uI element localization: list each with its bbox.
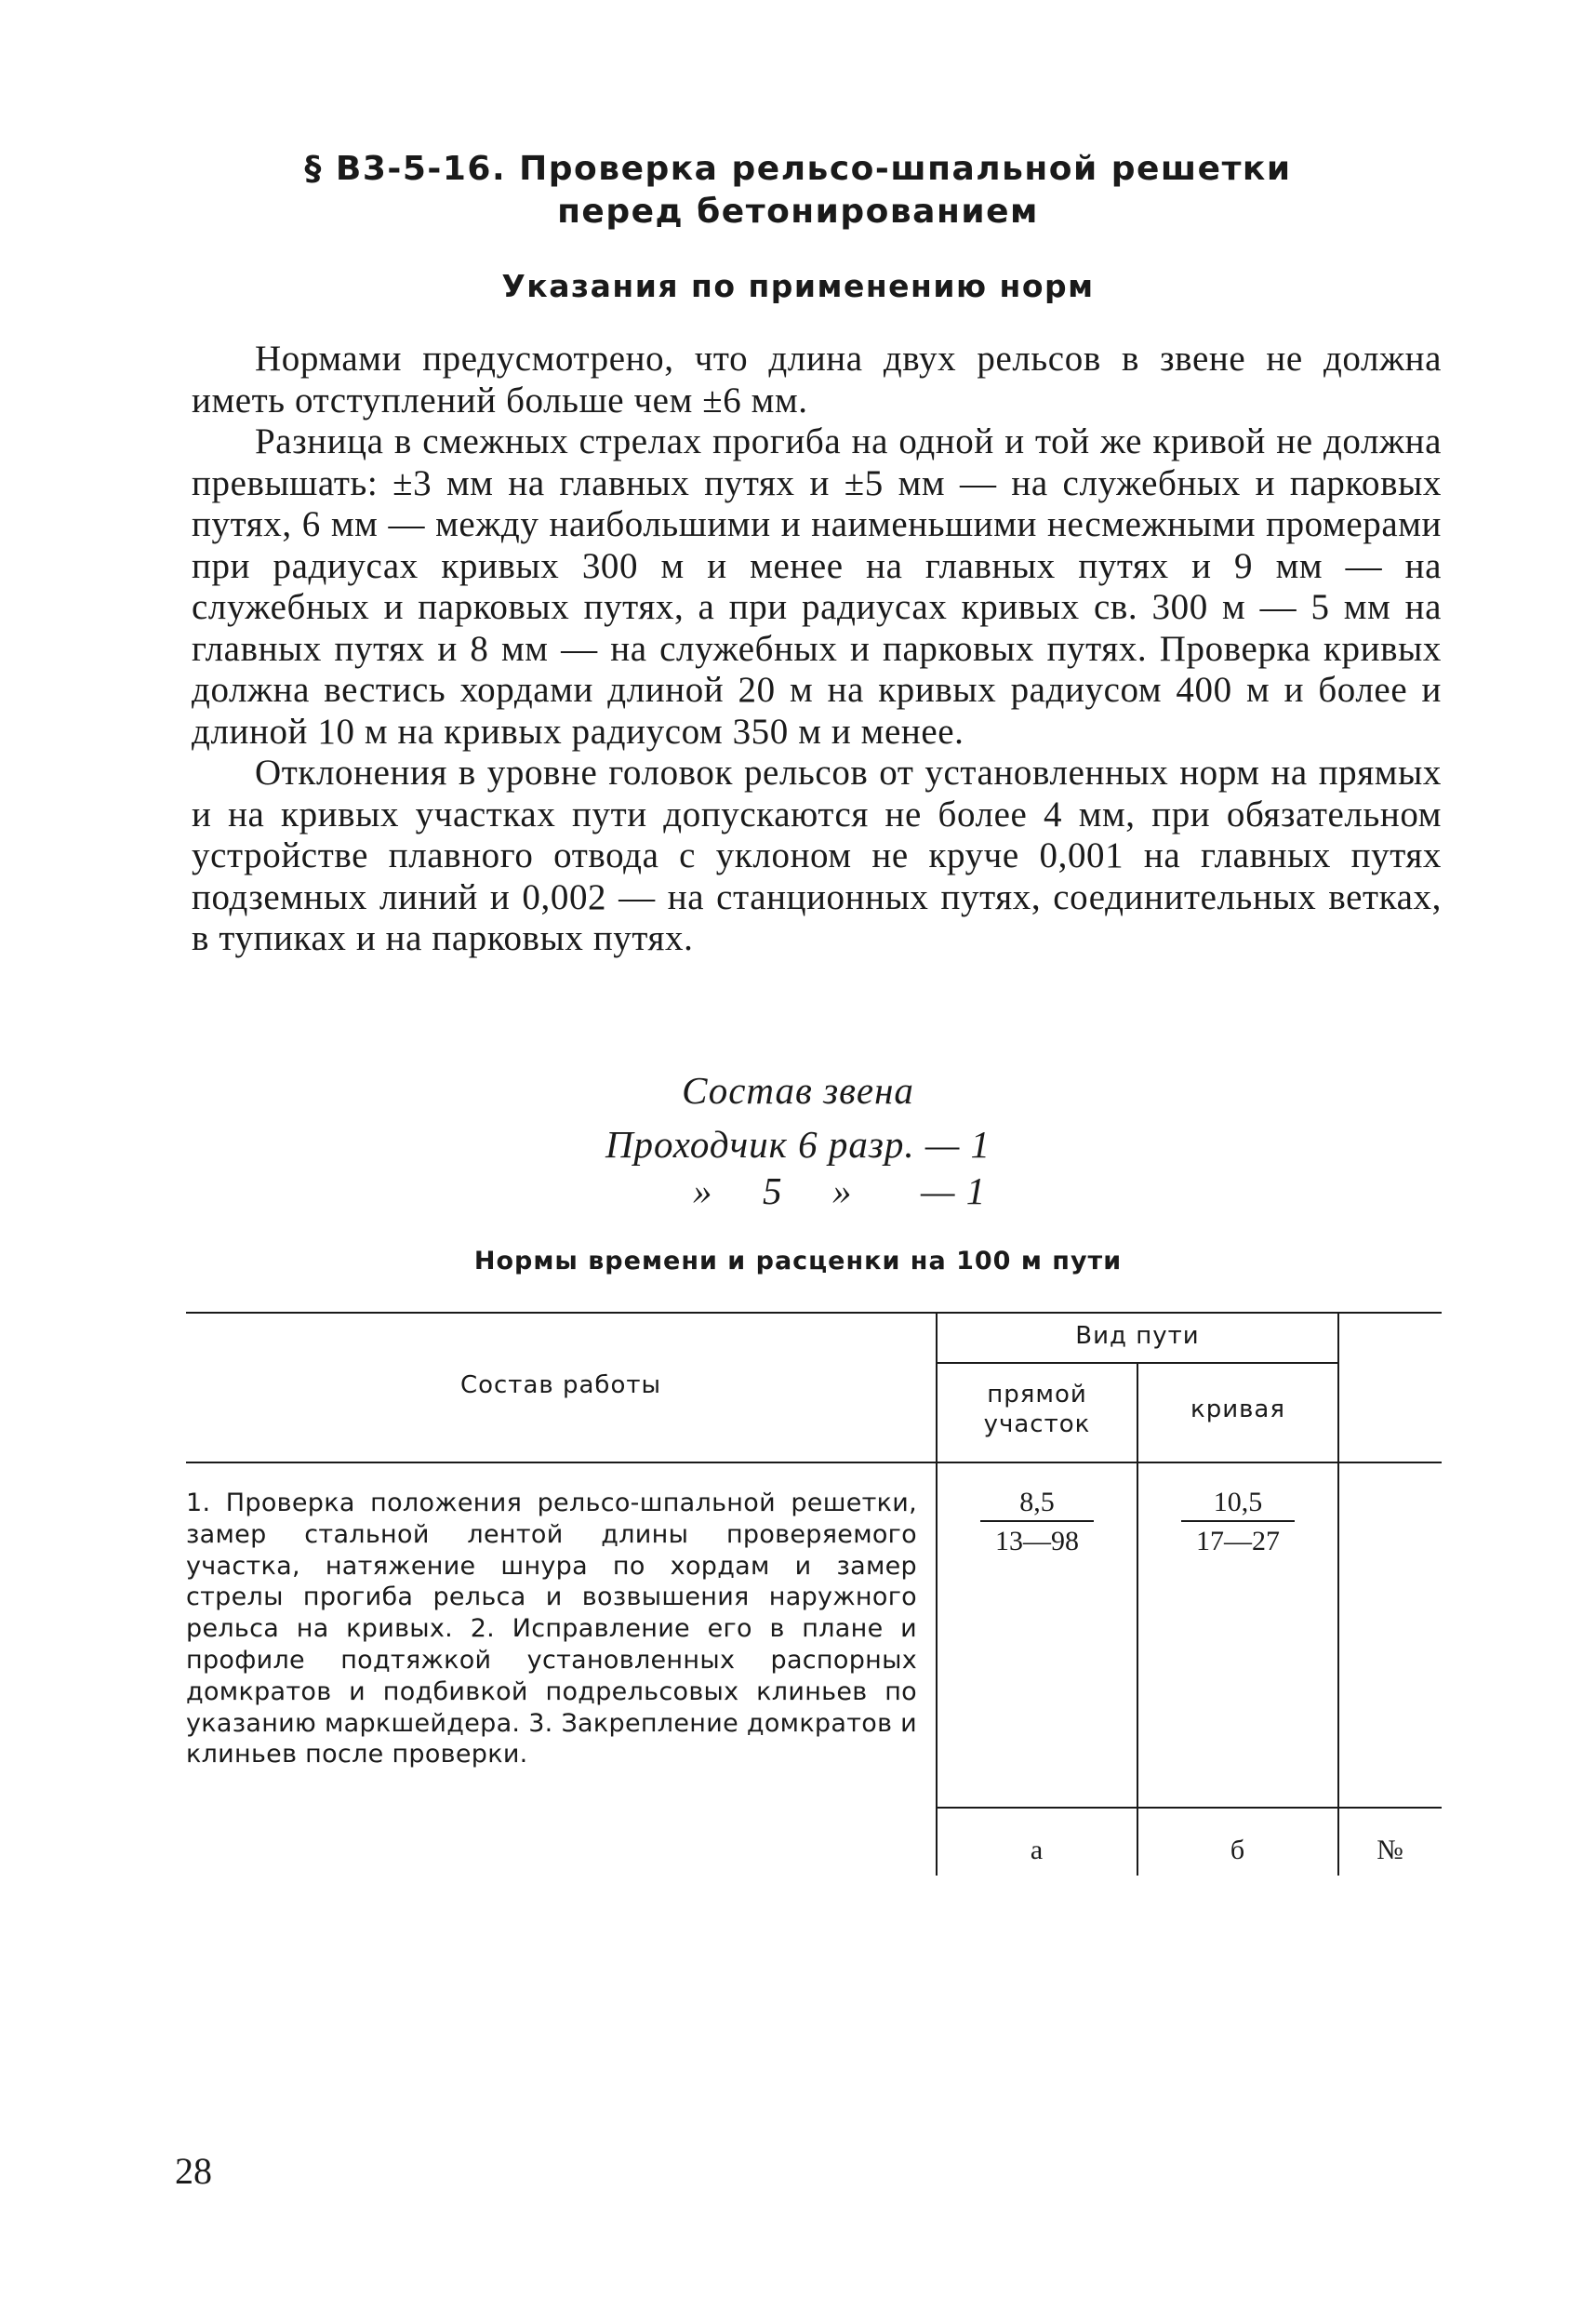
- col-index-b: б: [1230, 1835, 1246, 1865]
- paragraph-1: Нормами предусмотрено, что длина двух рельсов в звене не должна иметь отступлений больше чем ±6 мм.: [192, 339, 1442, 421]
- curve-norm: [1181, 1485, 1295, 1561]
- header-track-type: Вид пути: [1075, 1322, 1200, 1350]
- col-index-a: а: [1030, 1835, 1044, 1865]
- crew-ditto-1: »: [693, 1169, 713, 1212]
- header-bottom-rule: [186, 1462, 1442, 1463]
- body-text: [192, 339, 1442, 960]
- section-title-line1: § В3-5-16. Проверка рельсо-шпальной решетки: [304, 150, 1292, 188]
- straight-rate: 13—98: [995, 1526, 1079, 1556]
- curve-time: 10,5: [1181, 1485, 1295, 1522]
- crew-count: — 1: [921, 1169, 987, 1212]
- table-top-rule: [186, 1312, 1442, 1314]
- page-number: 28: [175, 2150, 212, 2192]
- crew-grade: 5: [763, 1169, 783, 1212]
- crew-ditto-2: »: [832, 1169, 853, 1212]
- subheading: Указания по применению норм: [501, 268, 1095, 304]
- table-caption: Нормы времени и расценки на 100 м пути: [473, 1247, 1123, 1275]
- straight-norm: [980, 1485, 1094, 1561]
- header-work: Состав работы: [459, 1371, 662, 1399]
- straight-time: 8,5: [980, 1485, 1094, 1522]
- paragraph-3: Отклонения в уровне головок рельсов от установленных норм на прямых и на кривых участках пути допускаются не более 4 мм, при обязательном устройстве плавного отвода с уклоном не круче 0,001 на главных путях подземных линий и 0,002 — на станционных путях, соединительных ветках, в тупиках и на парковых путях.: [192, 753, 1442, 958]
- curve-rate: 17—27: [1196, 1526, 1280, 1556]
- body-bottom-rule: [936, 1807, 1442, 1809]
- col-index-number: №: [1377, 1835, 1404, 1865]
- col-divider-2: [1137, 1362, 1138, 1876]
- header-curve: кривая: [1190, 1395, 1285, 1423]
- col-divider-3: [1337, 1312, 1339, 1876]
- col-divider-1: [936, 1312, 938, 1876]
- crew-line-1: Проходчик 6 разр. — 1: [605, 1123, 991, 1166]
- work-description: 1. Проверка положения рельсо-шпальной решетки, замер стальной лентой длины проверяемого участка, натяжение шнура по хордам и замер стрелы прогиба рельса и возвышения наружного рельса на кривых. 2. Исправление его в плане и профиле подтяжкой установленных распорных домкратов и подбивкой подрельсовых клиньев по указанию маркшейдера. 3. Закрепление домкратов и клиньев после проверки.: [186, 1489, 918, 1769]
- header-straight: прямой участок: [983, 1381, 1091, 1438]
- section-title-line2: перед бетонированием: [557, 193, 1039, 231]
- paragraph-2: Разница в смежных стрелах прогиба на одной и той же кривой не должна превышать: ±3 мм на главных путях и ±5 мм — на служебных и парковых путях, 6 мм — между наибольшими и наименьшими несмежными промерами при радиусах кривых 300 м и менее на главных путях и 9 мм — на служебных и парковых путях, а при радиусах кривых св. 300 м — 5 мм на главных путях и 8 мм — на служебных и парковых путях. Проверка кривых должна вестись хордами длиной 20 м на кривых радиусом 400 м и более и длиной 10 м на кривых радиусом 350 м и менее.: [192, 421, 1442, 752]
- crew-heading: Состав звена: [682, 1069, 914, 1112]
